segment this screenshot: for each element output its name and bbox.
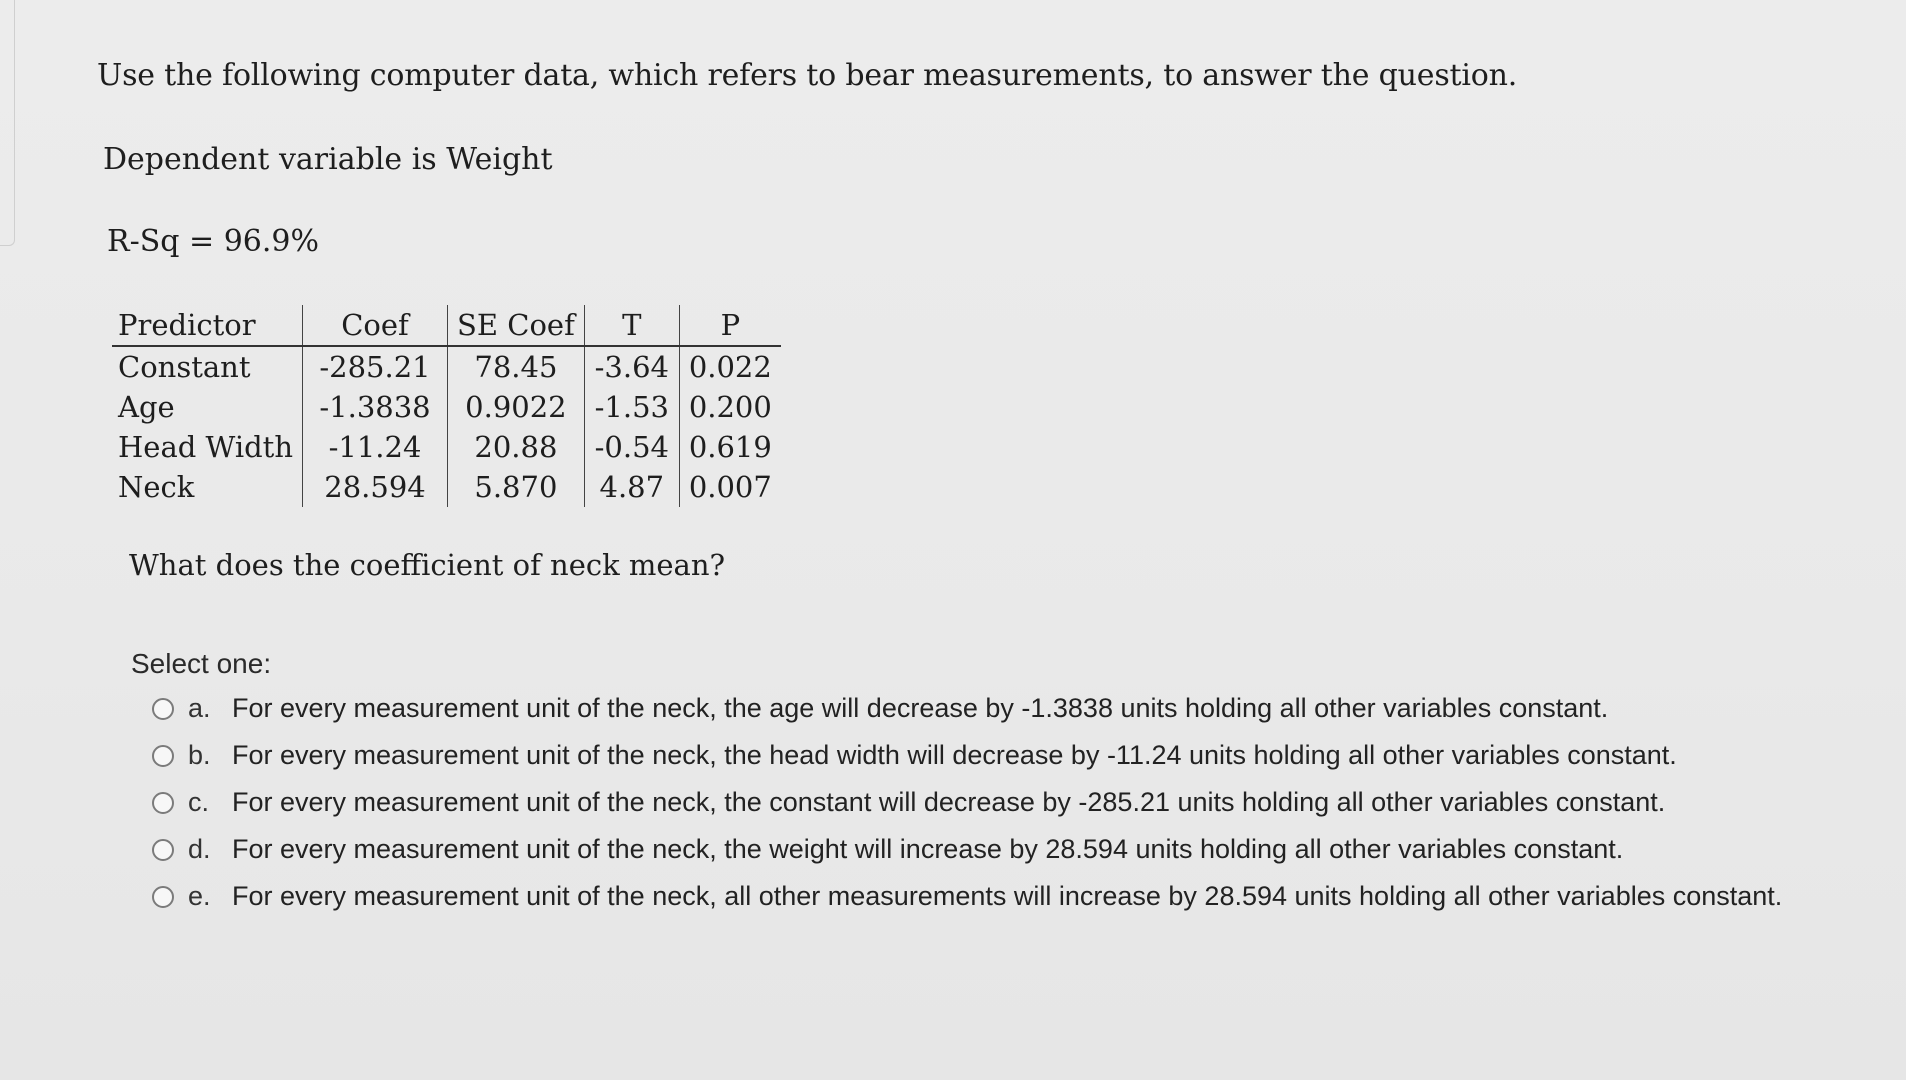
t-cell: -0.54: [584, 427, 679, 467]
radio-button-e[interactable]: [152, 886, 174, 908]
predictor-cell: Neck: [118, 470, 195, 504]
se-coef-cell: 78.45: [448, 346, 585, 387]
header-coef: Coef: [303, 305, 448, 346]
coef-cell: -1.3838: [303, 387, 448, 427]
answer-options: [152, 685, 1782, 920]
t-cell: 4.87: [584, 467, 679, 507]
coef-cell: 28.594: [303, 467, 448, 507]
se-coef-cell: 20.88: [448, 427, 585, 467]
option-letter: d.: [188, 834, 211, 864]
coef-cell: -11.24: [303, 427, 448, 467]
t-cell: -3.64: [584, 346, 679, 387]
option-text[interactable]: For every measurement unit of the neck, the weight will increase by 28.594 units holding all other variables constant.: [232, 834, 1624, 864]
radio-button-c[interactable]: [152, 792, 174, 814]
option-letter: b.: [188, 740, 211, 770]
p-cell: 0.200: [679, 387, 781, 427]
answer-option-d[interactable]: [152, 826, 1782, 873]
header-t: T: [584, 305, 679, 346]
predictor-cell: Head Width: [118, 430, 293, 464]
regression-table: [112, 305, 781, 507]
option-letter: e.: [188, 881, 211, 911]
left-panel-edge: [0, 0, 15, 246]
se-coef-cell: 5.870: [448, 467, 585, 507]
predictor-cell: Constant: [118, 350, 251, 384]
answer-option-b[interactable]: [152, 732, 1782, 779]
option-letter: a.: [188, 693, 211, 723]
p-cell: 0.619: [679, 427, 781, 467]
se-coef-cell: 0.9022: [448, 387, 585, 427]
option-text[interactable]: For every measurement unit of the neck, the head width will decrease by -11.24 units holding all other variables constant.: [232, 740, 1677, 770]
coef-cell: -285.21: [303, 346, 448, 387]
answer-option-c[interactable]: [152, 779, 1782, 826]
p-cell: 0.007: [679, 467, 781, 507]
header-predictor: Predictor: [112, 305, 303, 346]
dependent-variable-label: Dependent variable is Weight: [103, 142, 553, 177]
question-text: What does the coefficient of neck mean?: [129, 548, 726, 582]
radio-button-a[interactable]: [152, 698, 174, 720]
radio-button-b[interactable]: [152, 745, 174, 767]
select-one-label: Select one:: [131, 648, 272, 679]
table-header-row: [112, 305, 781, 346]
option-text[interactable]: For every measurement unit of the neck, all other measurements will increase by 28.594 units holding all other variables constant.: [232, 881, 1783, 911]
question-intro: Use the following computer data, which refers to bear measurements, to answer the question.: [97, 58, 1518, 93]
radio-button-d[interactable]: [152, 839, 174, 861]
table-row: [112, 467, 781, 507]
p-cell: 0.022: [679, 346, 781, 387]
table-row: [112, 427, 781, 467]
t-cell: -1.53: [584, 387, 679, 427]
header-se-coef: SE Coef: [448, 305, 585, 346]
option-text[interactable]: For every measurement unit of the neck, the constant will decrease by -285.21 units holding all other variables constant.: [232, 787, 1666, 817]
header-p: P: [679, 305, 781, 346]
table-row: [112, 346, 781, 387]
predictor-cell: Age: [118, 390, 175, 424]
answer-option-a[interactable]: [152, 685, 1782, 732]
answer-option-e[interactable]: [152, 873, 1782, 920]
option-text[interactable]: For every measurement unit of the neck, the age will decrease by -1.3838 units holding all other variables constant.: [232, 693, 1609, 723]
table-row: [112, 387, 781, 427]
option-letter: c.: [188, 787, 210, 817]
r-squared-label: R-Sq = 96.9%: [107, 224, 319, 259]
